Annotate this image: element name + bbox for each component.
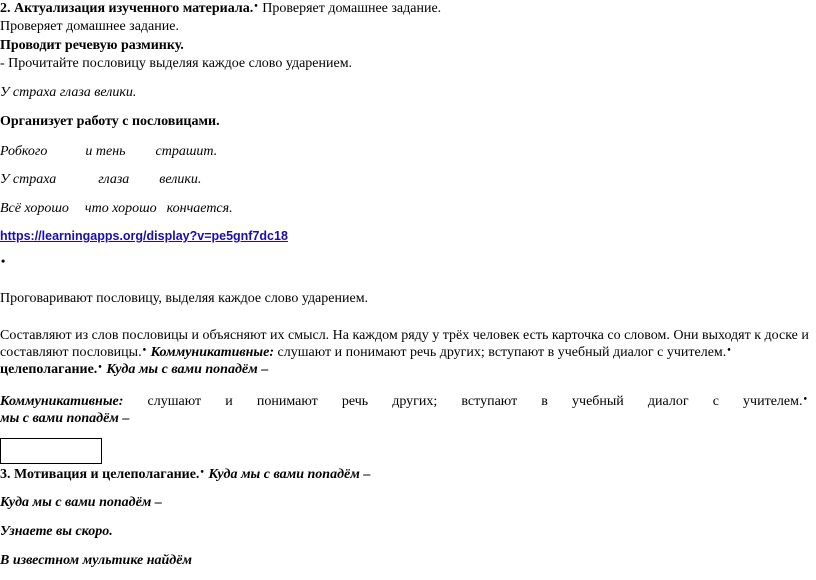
just-tail-line: мы с вами попадём – bbox=[0, 411, 130, 426]
proverb-row-1 bbox=[0, 143, 217, 160]
poem-line-1: Куда мы с вами попадём – bbox=[0, 495, 162, 510]
homework-line: Проверяет домашнее задание. bbox=[0, 19, 179, 34]
just-word: учителем. bbox=[743, 394, 803, 409]
section2-heading: 2. Актуализация изученного материала. bbox=[0, 1, 254, 16]
just-word: вступают bbox=[461, 394, 518, 409]
proverb-row-2 bbox=[0, 171, 201, 188]
row1-word-3: страшит. bbox=[155, 144, 218, 159]
row2-word-1: У страха bbox=[0, 172, 57, 187]
bullet-icon: • bbox=[200, 467, 204, 478]
just-word: в bbox=[541, 394, 548, 409]
section3-heading: 3. Мотивация и целеполагание. bbox=[0, 467, 200, 482]
bullet-icon: • bbox=[803, 394, 807, 405]
empty-box bbox=[0, 438, 102, 464]
row3-word-1: Всё хорошо bbox=[0, 201, 69, 216]
just-word: других; bbox=[392, 394, 438, 409]
celepol-line bbox=[0, 361, 268, 379]
organize-title: Организует работу с пословицами. bbox=[0, 114, 220, 129]
bullet-icon: • bbox=[98, 362, 102, 373]
poem-line-3: В известном мультике найдём bbox=[0, 553, 193, 568]
row2-word-3: велики. bbox=[159, 172, 202, 187]
poem-line-2: Узнаете вы скоро. bbox=[0, 524, 113, 539]
proverb-line: У страха глаза велики. bbox=[0, 85, 137, 100]
para2-line bbox=[0, 344, 732, 362]
just-word: слушают bbox=[147, 394, 202, 409]
para1-line: Составляют из слов пословицы и объясняют их смысл. На каждом ряду у трёх человек есть карточка со словом. Они выходят к доске и bbox=[0, 328, 809, 343]
justified-komm-line bbox=[0, 393, 808, 411]
just-word: и bbox=[225, 394, 233, 409]
warmup-title: Проводит речевую разминку. bbox=[0, 38, 184, 53]
row1-word-1: Робкого bbox=[0, 144, 48, 159]
row2-word-2: глаза bbox=[98, 172, 130, 187]
para2-start: составляют пословицы. bbox=[0, 345, 142, 360]
just-word: с bbox=[712, 394, 719, 409]
bullet-icon: • bbox=[727, 345, 731, 356]
just-word: учебный bbox=[572, 394, 624, 409]
bullet-icon: • bbox=[1, 254, 6, 268]
heading-tail: Проверяет домашнее задание. bbox=[258, 1, 442, 16]
pronounce-line: Проговаривают пословицу, выделяя каждое слово ударением. bbox=[0, 291, 369, 306]
just-word: понимают bbox=[256, 394, 318, 409]
row3-word-2: что хорошо bbox=[84, 201, 157, 216]
link-line bbox=[0, 228, 288, 245]
section3-kuda: Куда мы с вами попадём – bbox=[208, 467, 371, 482]
just-word: речь bbox=[341, 394, 369, 409]
lone-bullet-line bbox=[0, 256, 6, 273]
instruction-line: - Прочитайте пословицу выделяя каждое слово ударением. bbox=[0, 56, 353, 71]
komm-text: слушают и понимают речь других; вступают в учебный диалог с учителем. bbox=[274, 345, 727, 360]
row1-word-2: и тень bbox=[85, 144, 126, 159]
section3-heading-line bbox=[0, 466, 370, 484]
proverb-row-3 bbox=[0, 200, 233, 217]
komm-label: Коммуникативные: bbox=[150, 345, 275, 360]
section2-heading-line bbox=[0, 0, 441, 18]
row3-word-3: кончается. bbox=[166, 201, 233, 216]
bullet-icon: • bbox=[142, 345, 147, 356]
bullet-icon: • bbox=[254, 1, 258, 12]
learningapps-link[interactable]: https://learningapps.org/display?v=pe5gnf7dc18 bbox=[0, 229, 288, 243]
kuda-text: Куда мы с вами попадём – bbox=[106, 362, 269, 377]
celepol-text: целеполагание. bbox=[0, 362, 98, 377]
just-word: диалог bbox=[647, 394, 689, 409]
komm-label-2: Коммуникативные: bbox=[0, 394, 124, 409]
